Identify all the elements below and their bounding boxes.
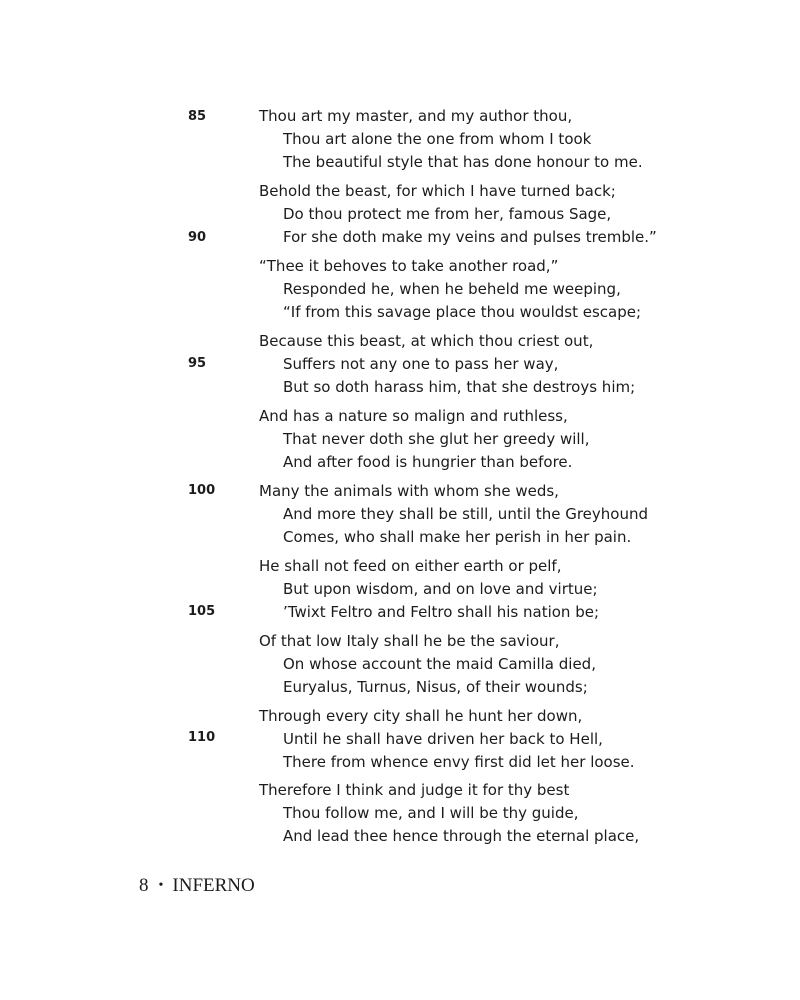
- page-number: 8: [139, 875, 149, 896]
- verse-line: But so doth harass him, that she destroys him;: [283, 378, 636, 396]
- line-number: 85: [188, 109, 207, 124]
- verse-line: Thou art my master, and my author thou,: [259, 107, 573, 125]
- verse-line: Do thou protect me from her, famous Sage,: [283, 205, 612, 223]
- verse-line: Suffers not any one to pass her way,: [283, 355, 559, 373]
- verse-line: Many the animals with whom she weds,: [259, 482, 559, 500]
- verse-line: And lead thee hence through the eternal place,: [283, 827, 640, 845]
- verse-line: On whose account the maid Camilla died,: [283, 655, 596, 673]
- verse-line: That never doth she glut her greedy will,: [283, 430, 590, 448]
- bullet-separator: •: [158, 878, 164, 893]
- verse-line: “If from this savage place thou wouldst escape;: [283, 303, 642, 321]
- verse-line: Comes, who shall make her perish in her pain.: [283, 528, 632, 546]
- verse-line: Of that low Italy shall he be the saviour,: [259, 632, 560, 650]
- verse-line: Responded he, when he beheld me weeping,: [283, 280, 621, 298]
- verse-line: Through every city shall he hunt her down,: [259, 707, 583, 725]
- verse-line: “Thee it behoves to take another road,”: [259, 257, 559, 275]
- running-footer: [139, 873, 255, 899]
- book-title: INFERNO: [172, 875, 255, 896]
- verse-line: Thou art alone the one from whom I took: [283, 130, 592, 148]
- verse-line: And more they shall be still, until the Greyhound: [283, 505, 648, 523]
- line-number: 95: [188, 356, 207, 371]
- line-number: 100: [188, 483, 216, 498]
- verse-line: And after food is hungrier than before.: [283, 453, 573, 471]
- verse-line: Therefore I think and judge it for thy best: [259, 781, 570, 799]
- verse-line: For she doth make my veins and pulses tremble.”: [283, 228, 657, 246]
- line-number: 90: [188, 230, 207, 245]
- verse-line: Euryalus, Turnus, Nisus, of their wounds;: [283, 678, 588, 696]
- verse-line: Behold the beast, for which I have turned back;: [259, 182, 616, 200]
- verse-line: And has a nature so malign and ruthless,: [259, 407, 568, 425]
- verse-line: The beautiful style that has done honour to me.: [283, 153, 643, 171]
- line-number: 110: [188, 730, 216, 745]
- verse-line: Until he shall have driven her back to Hell,: [283, 730, 603, 748]
- verse-line: Because this beast, at which thou criest out,: [259, 332, 594, 350]
- verse-line: He shall not feed on either earth or pelf,: [259, 557, 562, 575]
- verse-line: Thou follow me, and I will be thy guide,: [283, 804, 579, 822]
- verse-line: But upon wisdom, and on love and virtue;: [283, 580, 598, 598]
- verse-line: There from whence envy first did let her loose.: [283, 753, 635, 771]
- verse-line: ’Twixt Feltro and Feltro shall his nation be;: [283, 603, 600, 621]
- line-number: 105: [188, 604, 216, 619]
